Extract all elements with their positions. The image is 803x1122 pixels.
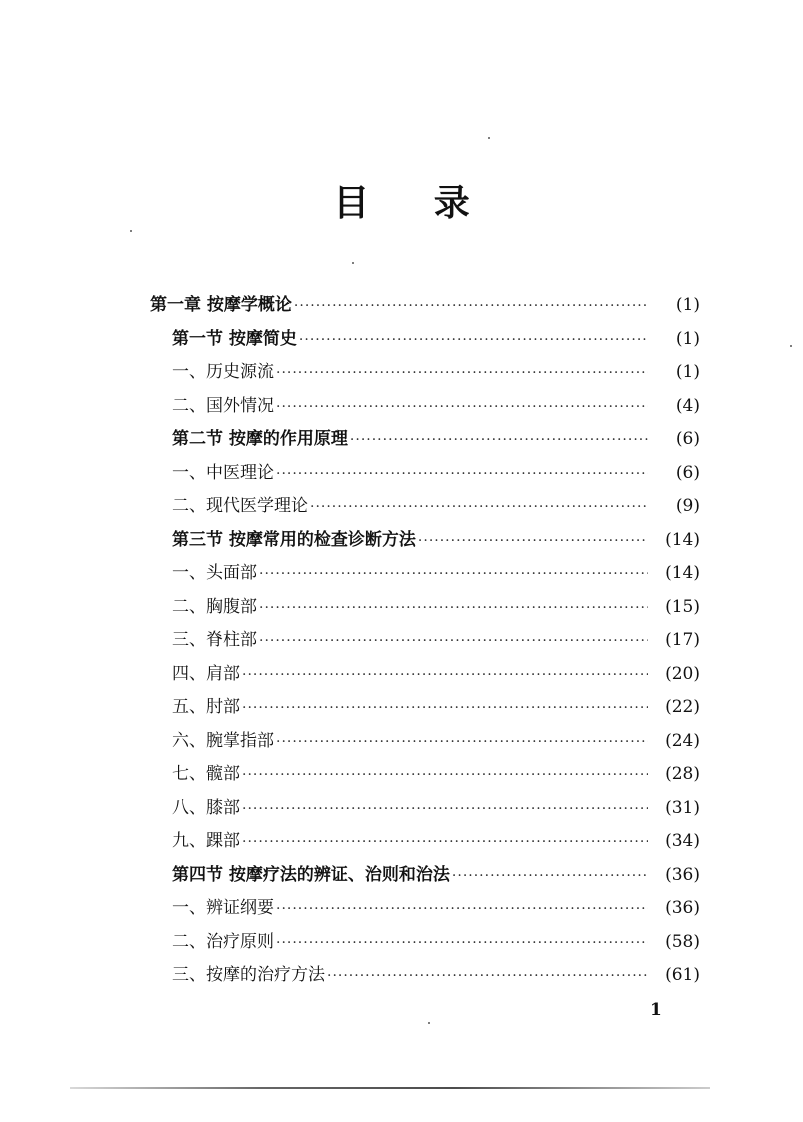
scan-speck [488,137,490,139]
toc-entry-label: 一、历史源流 [172,362,274,382]
toc-dot-leader [259,558,648,591]
toc-entry-page: (1) [675,362,700,382]
toc-entry [150,524,700,558]
toc-dot-leader [276,726,648,759]
toc-entry-label: 第一节 按摩简史 [172,328,297,349]
toc-entry-label: 三、按摩的治疗方法 [172,965,325,985]
toc-entry [150,758,700,792]
toc-entry-page: (6) [675,462,700,483]
toc-entry-label: 五、肘部 [172,697,240,717]
toc-dot-leader [242,793,648,826]
page-title: 目 录 [333,183,496,224]
toc-dot-leader [259,625,648,658]
toc-entry-label: 七、髋部 [172,764,240,784]
toc-entry [150,289,700,323]
toc-entry [150,859,700,893]
toc-entry-page: (9) [675,496,700,516]
toc-dot-leader [259,592,648,625]
toc-dot-leader [418,525,648,558]
toc-dot-leader [294,290,648,323]
toc-entry-page: (6) [675,429,700,449]
toc-entry-label: 六、腕掌指部 [172,730,274,751]
toc-entry [150,926,700,960]
toc-entry [150,323,700,357]
toc-entry [150,792,700,826]
toc-entry-label: 三、脊柱部 [172,630,257,650]
toc-entry-page: (1) [675,328,700,349]
toc-entry-label: 一、辨证纲要 [172,898,274,918]
toc-dot-leader [276,391,648,424]
scan-speck [352,262,354,264]
toc-entry [150,959,700,993]
toc-entry [150,457,700,491]
toc-entry-page: (15) [665,596,700,617]
bottom-scan-rule [70,1087,710,1089]
toc-dot-leader [327,960,648,993]
toc-dot-leader [276,893,648,926]
toc-entry [150,356,700,390]
toc-entry-label: 八、膝部 [172,797,240,818]
toc-entry-label: 一、头面部 [172,563,257,583]
toc-dot-leader [310,491,648,524]
toc-entry [150,892,700,926]
toc-entry [150,624,700,658]
page-number: 1 [650,1000,662,1020]
toc-entry [150,725,700,759]
toc-entry-label: 第三节 按摩常用的检查诊断方法 [172,529,416,550]
toc-dot-leader [276,357,648,390]
toc-entry [150,390,700,424]
toc-entry-page: (36) [665,864,700,885]
toc-entry-label: 一、中医理论 [172,462,274,483]
toc-entry-label: 第一章 按摩学概论 [150,295,292,315]
toc-entry-page: (31) [665,797,700,818]
toc-dot-leader [242,826,648,859]
toc-entry [150,423,700,457]
toc-entry-page: (20) [665,663,700,684]
toc-dot-leader [350,424,648,457]
scan-speck [130,230,132,232]
toc-dot-leader [242,659,648,692]
toc-entry-page: (61) [665,965,700,985]
toc-entry-page: (22) [665,697,700,717]
toc-entry-page: (14) [665,563,700,583]
toc-dot-leader [299,324,648,357]
toc-dot-leader [276,458,648,491]
toc-entry-page: (58) [665,931,700,952]
toc-entry [150,825,700,859]
toc-entry-page: (17) [665,630,700,650]
toc-entry-page: (14) [665,529,700,550]
toc-dot-leader [242,692,648,725]
toc-entry [150,591,700,625]
toc-entry-label: 二、胸腹部 [172,596,257,617]
toc-entry-label: 二、国外情况 [172,395,274,416]
toc-entry-page: (24) [665,730,700,751]
toc-entry-label: 第四节 按摩疗法的辨证、治则和治法 [172,864,450,885]
table-of-contents [150,289,700,993]
scan-speck [790,345,792,347]
toc-entry-label: 二、现代医学理论 [172,496,308,516]
toc-entry [150,557,700,591]
scan-speck [428,1022,430,1024]
toc-entry-page: (1) [675,295,700,315]
toc-entry-label: 九、踝部 [172,831,240,851]
toc-entry [150,658,700,692]
toc-entry-page: (36) [665,898,700,918]
toc-dot-leader [452,860,648,893]
toc-entry-label: 二、治疗原则 [172,931,274,952]
toc-entry [150,691,700,725]
toc-entry-label: 四、肩部 [172,663,240,684]
toc-dot-leader [276,927,648,960]
toc-entry [150,490,700,524]
toc-entry-page: (34) [665,831,700,851]
toc-entry-page: (28) [665,764,700,784]
toc-entry-label: 第二节 按摩的作用原理 [172,429,348,449]
toc-entry-page: (4) [675,395,700,416]
toc-dot-leader [242,759,648,792]
